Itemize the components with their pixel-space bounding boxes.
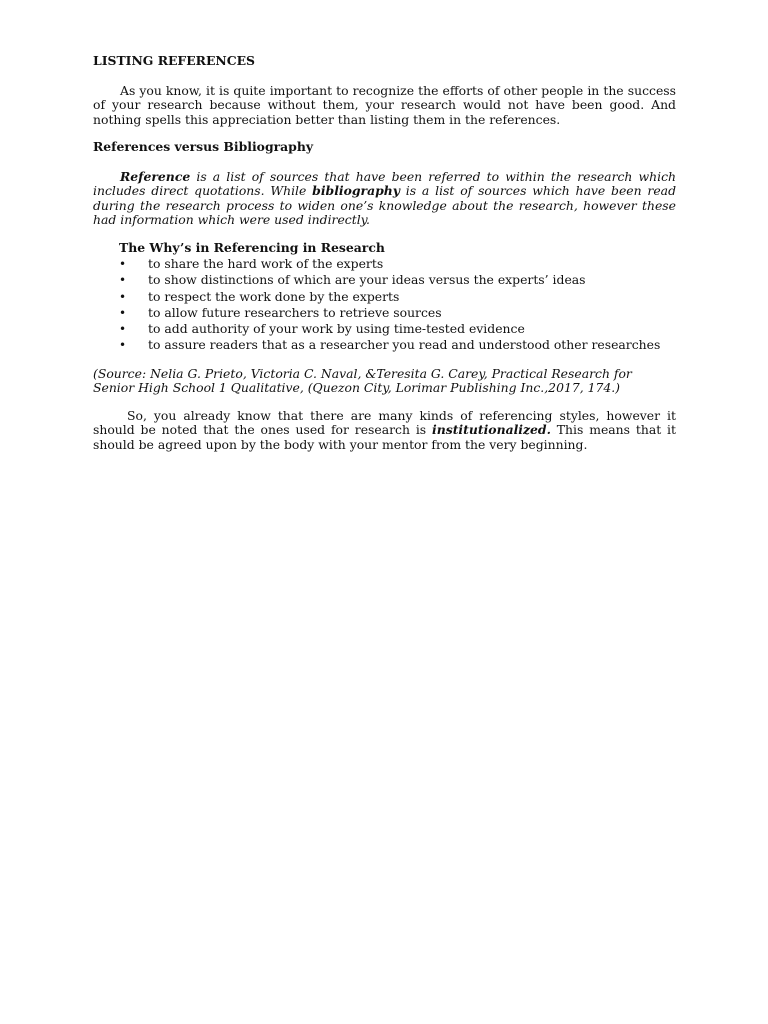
bullet-icon: • — [119, 338, 127, 353]
bullet-icon: • — [119, 273, 127, 288]
list-item — [119, 256, 676, 272]
bullet-icon: • — [119, 305, 127, 320]
list-item — [119, 272, 676, 288]
page-title: LISTING REFERENCES — [93, 53, 255, 68]
why-section — [93, 241, 676, 354]
source-line-2: Senior High School 1 Qualitative, (Quezon City, Lorimar Publishing Inc.,2017, 174.) — [93, 380, 621, 396]
term-bibliography: bibliography — [312, 183, 400, 198]
section-heading: References versus Bibliography — [93, 139, 314, 154]
list-item — [119, 321, 676, 337]
bullet-icon: • — [119, 289, 127, 304]
closing-paragraph — [93, 409, 676, 453]
definition-text-2: is a list of sources which have been read during the research process to widen one’s knowledge about the research, however these had information which were used indirectly. — [93, 183, 676, 227]
list-item — [119, 289, 676, 305]
source-line-1: (Source: Nelia G. Prieto, Victoria C. Naval, &Teresita G. Carey, Practical Research for — [93, 365, 632, 381]
definition-text-1: is a list of sources that have been referred to within the research which includes direct quotations. While — [93, 168, 676, 198]
list-item-text: to respect the work done by the experts — [148, 288, 400, 304]
term-reference: Reference — [120, 168, 191, 184]
list-item-text: to share the hard work of the experts — [148, 256, 384, 271]
why-title: The Why’s in Referencing in Research — [119, 239, 385, 255]
list-item-text: to allow future researchers to retrieve sources — [148, 304, 442, 320]
list-item — [119, 305, 676, 321]
source-citation — [93, 367, 676, 396]
closing-text-2: This means that it should be agreed upon by the body with your mentor from the very beginning. — [93, 422, 676, 452]
document-content — [93, 54, 676, 452]
bullet-icon: • — [119, 322, 127, 337]
list-item-text: to add authority of your work by using time-tested evidence — [148, 321, 525, 337]
intro-paragraph: As you know, it is quite important to recognize the efforts of other people in the success of your research because without them, your research would not have been good. And nothing spells this appreciation better than listing them in the references. — [93, 82, 676, 127]
why-list — [119, 256, 676, 354]
list-item-text: to show distinctions of which are your ideas versus the experts’ ideas — [148, 272, 586, 288]
term-institutionalized: institutionalized. — [432, 422, 551, 438]
definition-paragraph — [93, 170, 676, 228]
bullet-icon: • — [119, 257, 127, 271]
list-item — [119, 337, 676, 353]
list-item-text: to assure readers that as a researcher you read and understood other researches — [148, 337, 661, 353]
closing-text-1: So, you already know that there are many kinds of referencing styles, however it should be noted that the ones used for research is — [93, 407, 676, 438]
